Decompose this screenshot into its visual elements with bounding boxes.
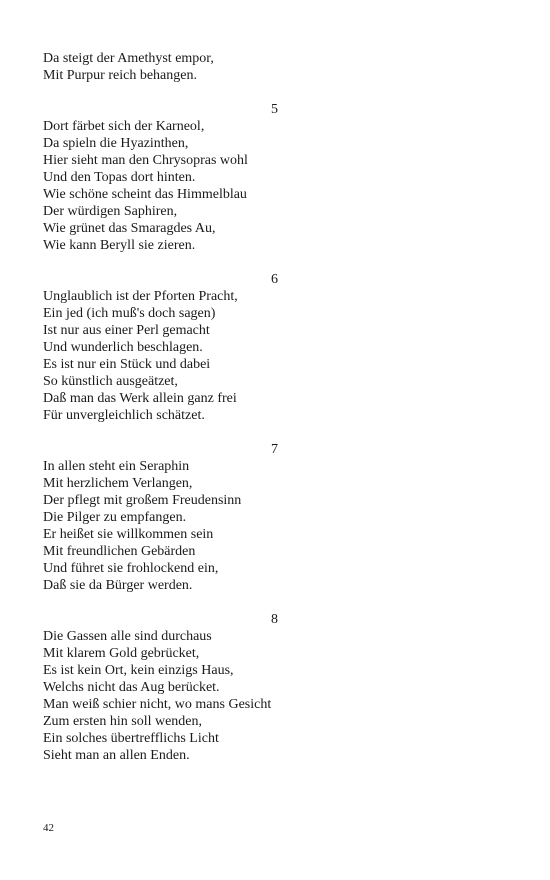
stanza-number: 8 bbox=[271, 612, 278, 627]
verse-line: So künstlich ausgeätzet, bbox=[43, 374, 178, 389]
stanza bbox=[43, 441, 278, 594]
verse-line: Es ist kein Ort, kein einzigs Haus, bbox=[43, 663, 234, 678]
verse-line: Der würdigen Saphiren, bbox=[43, 204, 178, 219]
verse-line: Unglaublich ist der Pforten Pracht, bbox=[43, 289, 238, 304]
stanza bbox=[43, 611, 278, 764]
verse-line: Ein solches übertrefflichs Licht bbox=[43, 731, 219, 746]
verse-line: Wie grünet das Smaragdes Au, bbox=[43, 221, 216, 236]
verse-line: Mit Purpur reich behangen. bbox=[43, 68, 197, 83]
stanza-number: 6 bbox=[271, 272, 278, 287]
verse-line: Für unvergleichlich schätzet. bbox=[43, 408, 205, 423]
verse-line: Daß sie da Bürger werden. bbox=[43, 578, 193, 593]
verse-line: Hier sieht man den Chrysopras wohl bbox=[43, 153, 248, 168]
verse-line: Und den Topas dort hinten. bbox=[43, 170, 196, 185]
verse-line: Dort färbet sich der Karneol, bbox=[43, 119, 205, 134]
verse-line: Und wunderlich beschlagen. bbox=[43, 340, 203, 355]
verse-line: Daß man das Werk allein ganz frei bbox=[43, 391, 237, 406]
stanza bbox=[43, 50, 278, 84]
verse-line: Da spieln die Hyazinthen, bbox=[43, 136, 189, 151]
verse-line: Und führet sie frohlockend ein, bbox=[43, 561, 219, 576]
verse-line: Wie schöne scheint das Himmelblau bbox=[43, 187, 247, 202]
verse-line: Der pflegt mit großem Freudensinn bbox=[43, 493, 242, 508]
verse-line: Die Gassen alle sind durchaus bbox=[43, 629, 212, 644]
verse-line: In allen steht ein Seraphin bbox=[43, 459, 190, 474]
verse-line: Mit klarem Gold gebrücket, bbox=[43, 646, 200, 661]
verse-line: Man weiß schier nicht, wo mans Gesicht bbox=[43, 697, 272, 712]
page-number: 42 bbox=[43, 822, 54, 834]
poem-body bbox=[43, 50, 278, 781]
stanza-number: 5 bbox=[271, 102, 278, 117]
stanza bbox=[43, 271, 278, 424]
verse-line: Mit freundlichen Gebärden bbox=[43, 544, 196, 559]
stanza bbox=[43, 101, 278, 254]
verse-line: Da steigt der Amethyst empor, bbox=[43, 51, 214, 66]
verse-line: Zum ersten hin soll wenden, bbox=[43, 714, 203, 729]
verse-line: Die Pilger zu empfangen. bbox=[43, 510, 187, 525]
verse-line: Ein jed (ich muß's doch sagen) bbox=[43, 306, 216, 321]
verse-line: Wie kann Beryll sie zieren. bbox=[43, 238, 196, 253]
verse-line: Sieht man an allen Enden. bbox=[43, 748, 190, 763]
verse-line: Es ist nur ein Stück und dabei bbox=[43, 357, 211, 372]
stanza-number: 7 bbox=[271, 442, 278, 457]
verse-line: Er heißet sie willkommen sein bbox=[43, 527, 214, 542]
verse-line: Welchs nicht das Aug berücket. bbox=[43, 680, 220, 695]
verse-line: Ist nur aus einer Perl gemacht bbox=[43, 323, 210, 338]
verse-line: Mit herzlichem Verlangen, bbox=[43, 476, 193, 491]
